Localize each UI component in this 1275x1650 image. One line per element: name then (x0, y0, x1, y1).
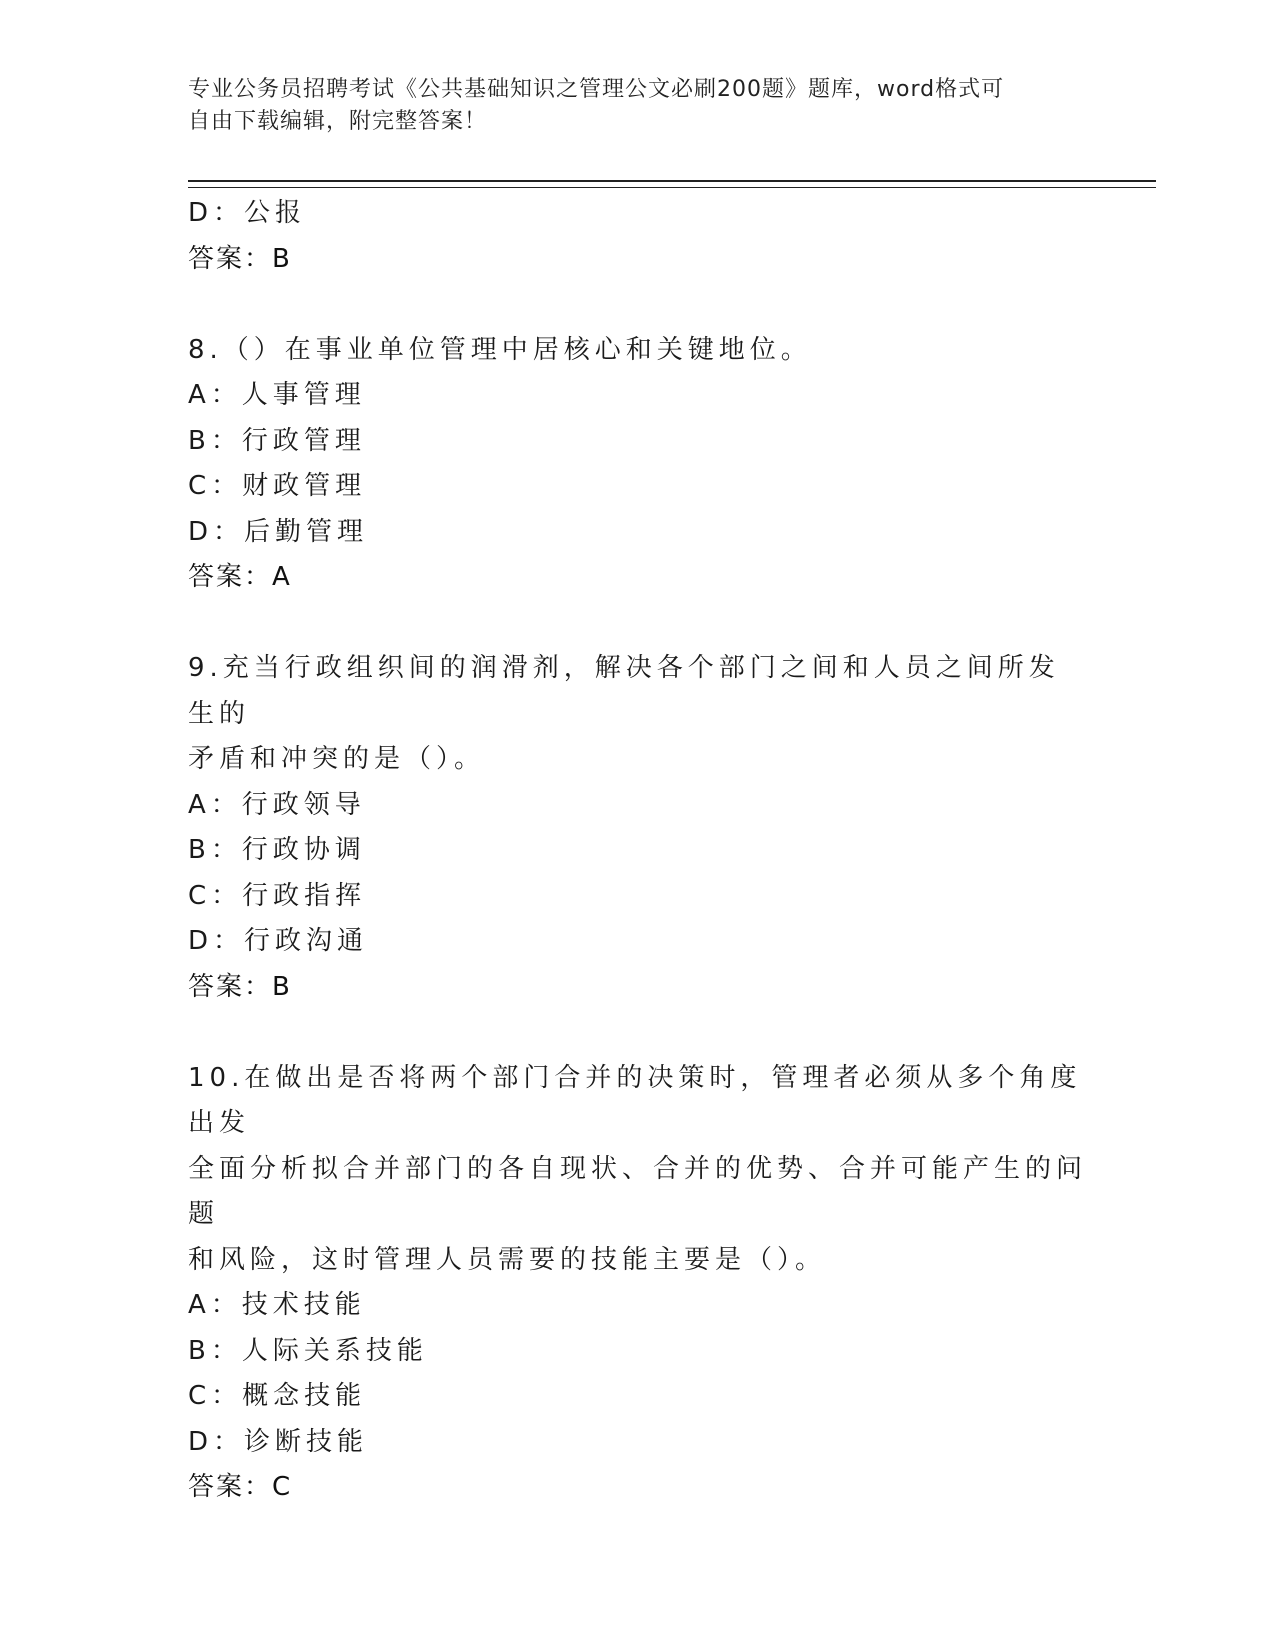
question-text-line: 9.充当行政组织间的润滑剂，解决各个部门之间和人员之间所发生的 (188, 653, 1060, 729)
option-b: B：行政协调 (188, 835, 366, 865)
option-c: C：行政指挥 (188, 880, 367, 911)
option-d: D：后勤管理 (188, 516, 369, 547)
prev-question-answer: 答案：B (188, 243, 292, 274)
option-b: B：人际关系技能 (188, 1335, 428, 1366)
option-c: C：概念技能 (188, 1381, 367, 1411)
spacer (188, 282, 1088, 328)
option-d: D：行政沟通 (188, 926, 369, 956)
option-a: A：人事管理 (188, 380, 366, 410)
answer: 答案：C (188, 1472, 293, 1502)
option-b: B：行政管理 (188, 425, 366, 456)
option-a: A：技术技能 (188, 1290, 366, 1320)
question-text-line: 和风险，这时管理人员需要的技能主要是（）。 (188, 1244, 827, 1275)
answer: 答案：A (188, 562, 292, 592)
question-block (188, 646, 1088, 1010)
document-body (188, 191, 1088, 1511)
spacer (188, 601, 1088, 647)
option-d: D：诊断技能 (188, 1426, 369, 1457)
question-text-line: 10.在做出是否将两个部门合并的决策时，管理者必须从多个角度出发 (188, 1062, 1082, 1138)
option-c: C：财政管理 (188, 471, 367, 501)
header-title-line-2: 自由下载编辑，附完整答案！ (188, 109, 488, 134)
question-block (188, 328, 1088, 601)
header-divider (188, 180, 1156, 188)
document-header (188, 74, 1068, 138)
spacer (188, 1010, 1088, 1056)
question-text-line: 矛盾和冲突的是（）。 (188, 744, 486, 774)
question-text-line: 全面分析拟合并部门的各自现状、合并的优势、合并可能产生的问题 (188, 1153, 1088, 1229)
question-text-line: 8.（）在事业单位管理中居核心和关键地位。 (188, 334, 812, 365)
option-a: A：行政领导 (188, 789, 366, 820)
question-block (188, 1056, 1088, 1511)
header-title-line-1: 专业公务员招聘考试《公共基础知识之管理公文必刷200题》题库，word格式可 (188, 77, 1005, 102)
prev-question-option-d: D：公报 (188, 198, 307, 228)
answer: 答案：B (188, 971, 292, 1002)
